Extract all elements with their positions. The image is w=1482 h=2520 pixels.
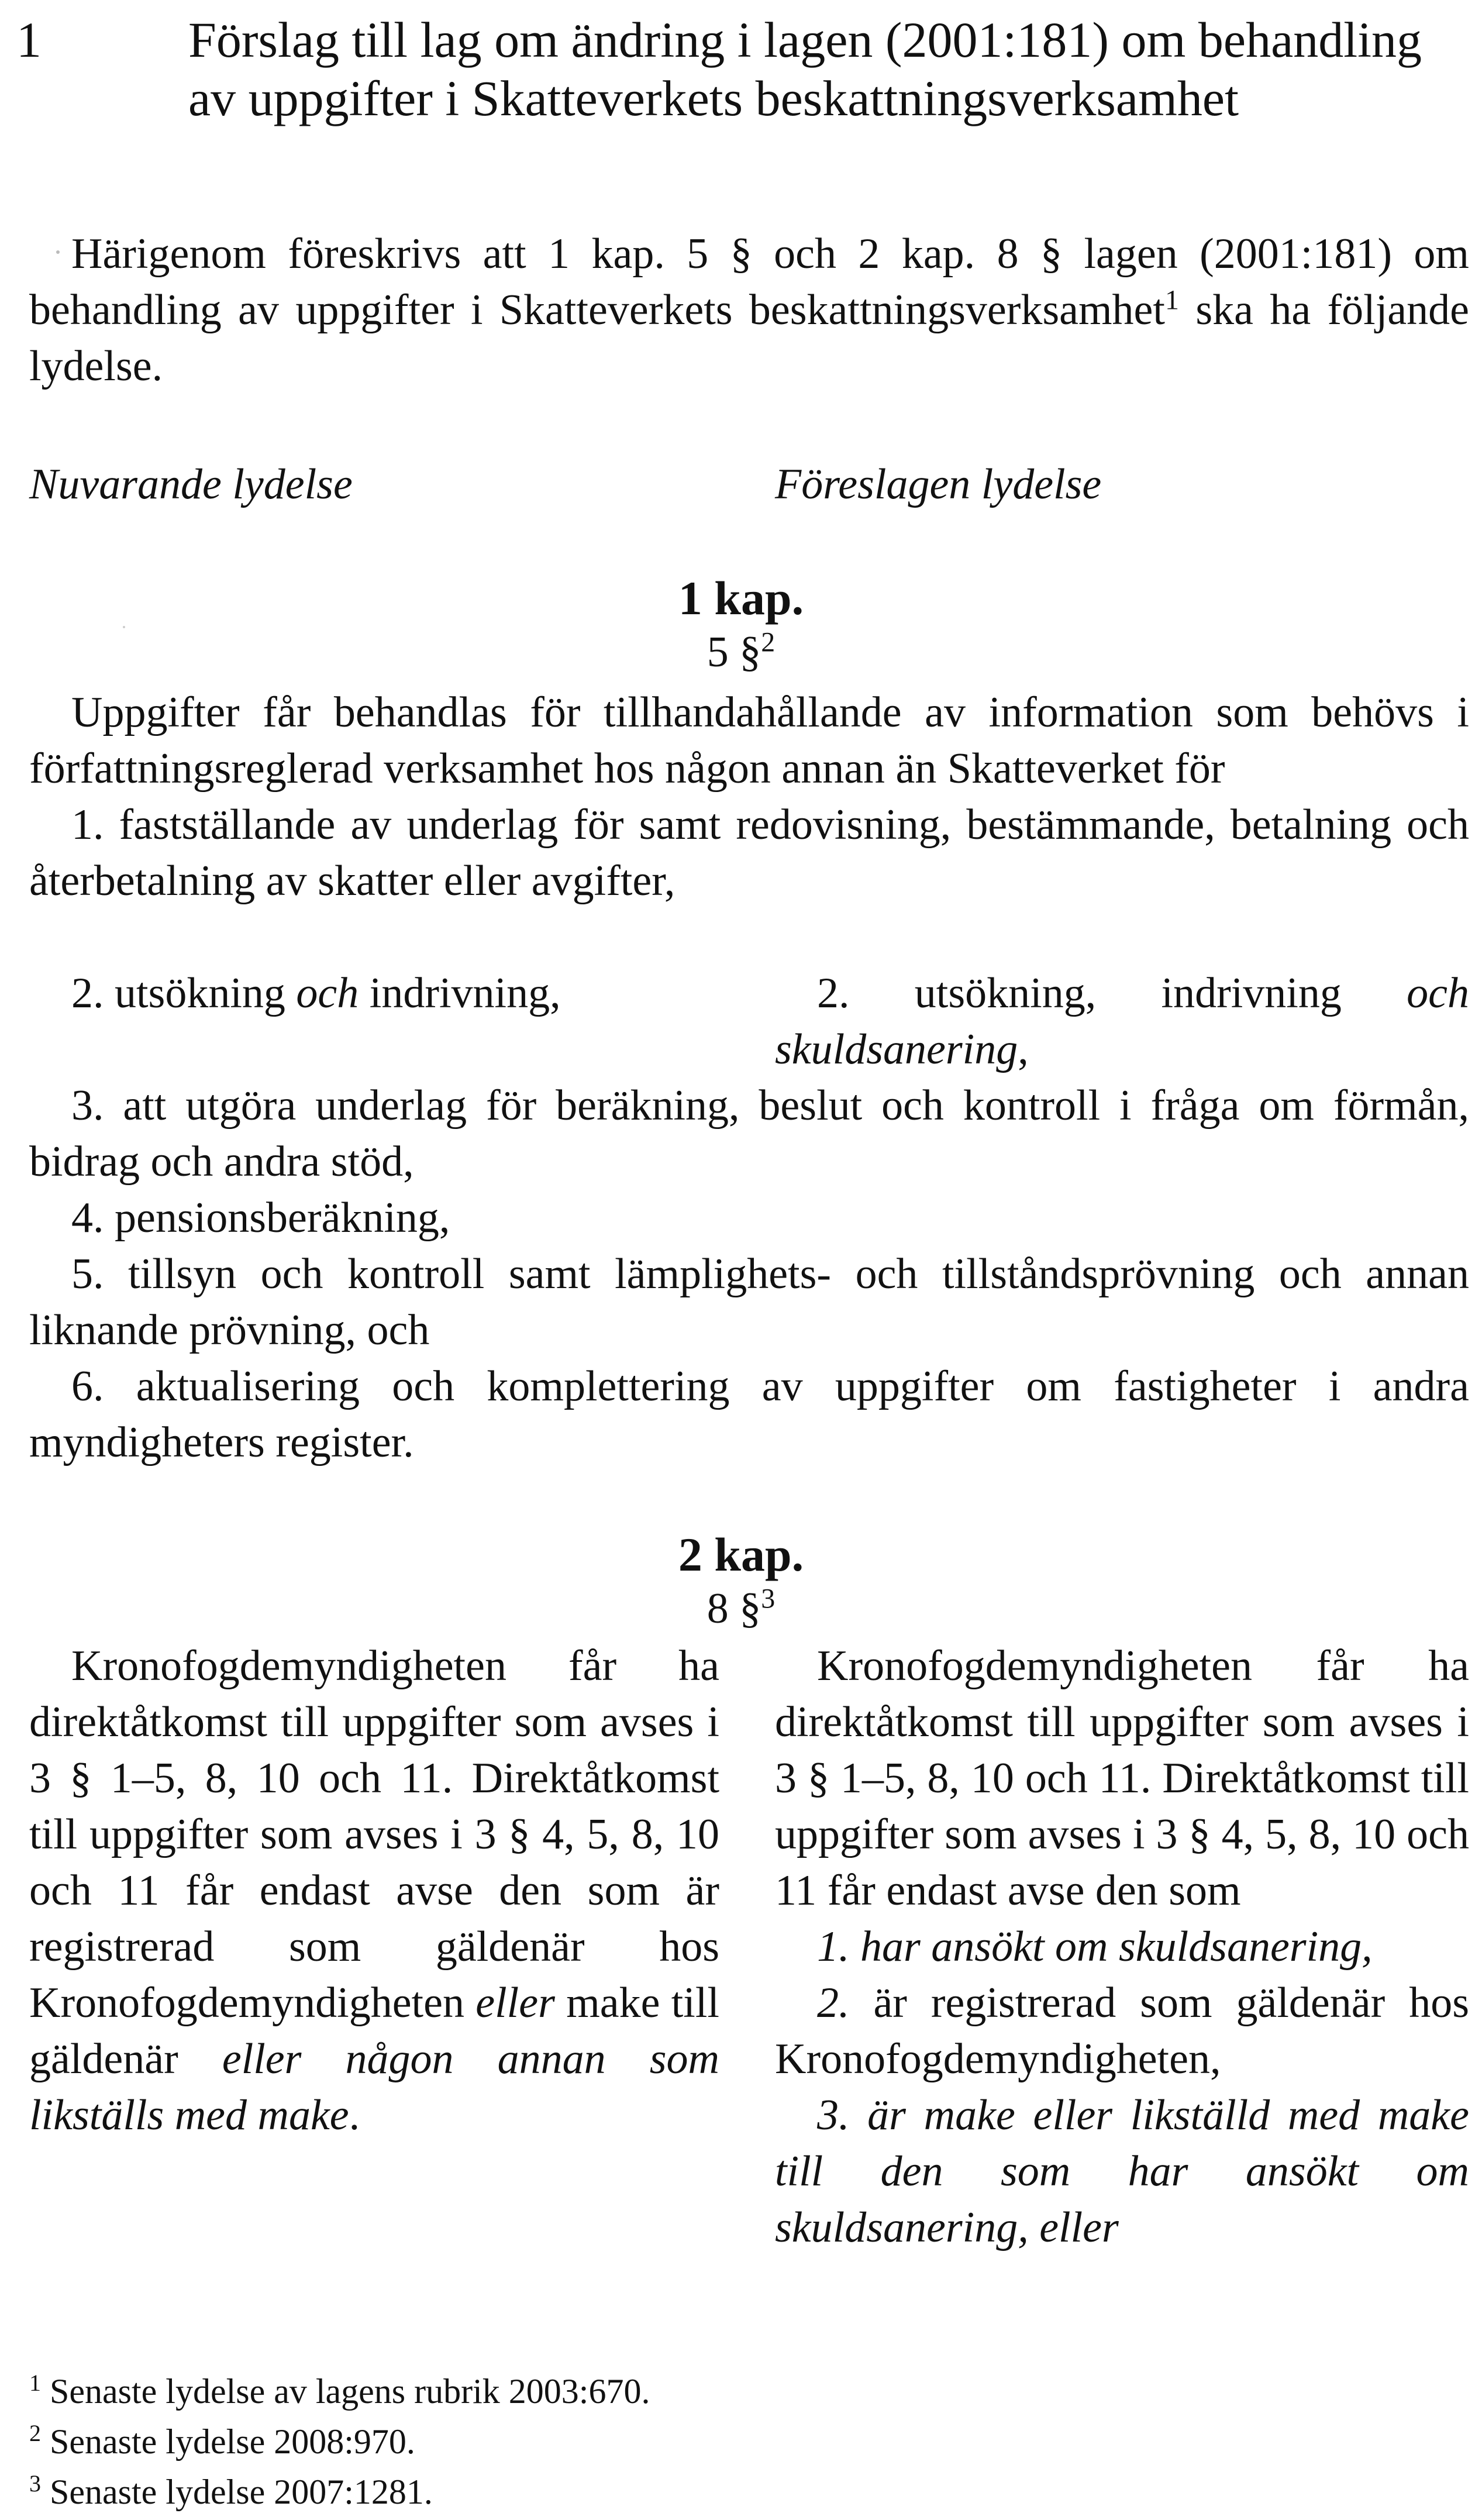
- proposed-item-1: 1. har ansökt om skuldsanering,: [817, 1923, 1373, 1971]
- footnote-3: $^3$ Senaste lydelse 2007:1281.: [29, 2470, 433, 2511]
- footnote-ref-1: 1: [1164, 284, 1179, 316]
- footnote-1: $^1$ Senaste lydelse av lagens rubrik 2003:670.: [29, 2370, 650, 2411]
- intro-text-end: ska ha följande lydelse.: [29, 286, 1469, 390]
- footnote-2: $^2$ Senaste lydelse 2008:970.: [29, 2420, 415, 2461]
- list-item-1: 1. fastställande av underlag för samt redovisning, bestämmande, betalning och återbetalning av skatter eller avgifter,: [29, 801, 1469, 905]
- proposal-title: Förslag till lag om ändring i lagen (2001:181) om behandling av uppgifter i Skatteverkets beskattningsverksamhet: [188, 12, 1422, 126]
- proposal-number: 1: [16, 12, 42, 68]
- list-item-5: 5. tillsyn och kontroll samt lämplighets- och tillståndsprövning och annan liknande prövning, och: [29, 1250, 1469, 1354]
- section-8-current: Kronofogdemyndigheten får ha direktåtkomst till uppgifter som avses i 3 § 1–5, 8, 10 och 11. Direktåtkomst till uppgifter som avses i 3 § 4, 5, 8, 10 och 11 får endast avse den som är registrerad som gäldenär hos Kronofogdemyndigheten eller make till gäldenär eller någon annan som likställs med make.: [29, 1642, 719, 2139]
- proposed-lead: Kronofogdemyndigheten får ha direktåtkomst till uppgifter som avses i 3 § 1–5, 8, 10 och 11. Direktåtkomst till uppgifter som avses i 3 § 4, 5, 8, 10 och 11 får endast avse den som: [775, 1642, 1469, 1915]
- list-item-3: 3. att utgöra underlag för beräkning, beslut och kontroll i fråga om förmån, bidrag och andra stöd,: [29, 1082, 1469, 1186]
- chapter-2-heading: 2 kap.: [678, 1528, 804, 1581]
- footnote-ref-3: 3: [761, 1583, 776, 1614]
- list-item-4: 4. pensionsberäkning,: [71, 1194, 450, 1242]
- section-label: 8 §: [706, 1585, 761, 1633]
- item-2-proposed: 2. utsökning, indrivning och skuldsanering,: [775, 969, 1469, 1073]
- chapter-2-section-heading: [0, 1582, 1482, 1635]
- footnotes: [29, 2366, 965, 2517]
- chapter-1-section-heading: [0, 626, 1482, 679]
- footnote-ref-2: 2: [761, 626, 776, 658]
- proposed-item-2: 2. är registrerad som gäldenär hos Kronofogdemyndigheten,: [775, 1979, 1469, 2083]
- intro-paragraph: [29, 226, 1469, 394]
- proposed-wording-heading: Föreslagen lydelse: [775, 460, 1102, 508]
- section-8-proposed: [775, 1638, 1469, 2256]
- chapter-1-heading: 1 kap.: [678, 572, 804, 625]
- intro-text: Härigenom föreskrivs att 1 kap. 5 § och 2 kap. 8 § lagen (2001:181) om behandling av uppgifter i Skatteverkets beskattningsverksamhet: [29, 230, 1469, 334]
- chapter-1-body: [29, 684, 1469, 909]
- item-2-current: 2. utsökning och indrivning,: [71, 969, 561, 1017]
- list-item-6: 6. aktualisering och komplettering av uppgifter om fastigheter i andra myndigheters register.: [29, 1362, 1469, 1466]
- section-label: 5 §: [706, 628, 761, 676]
- section-lead: Uppgifter får behandlas för tillhandahållande av information som behövs i författningsreglerad verksamhet hos någon annan än Skatteverket för: [29, 688, 1469, 793]
- proposed-item-3: 3. är make eller likställd med make till den som har ansökt om skuldsanering, eller: [775, 2091, 1469, 2252]
- chapter-1-body-cont: [29, 1077, 1469, 1471]
- current-wording-heading: Nuvarande lydelse: [29, 460, 353, 508]
